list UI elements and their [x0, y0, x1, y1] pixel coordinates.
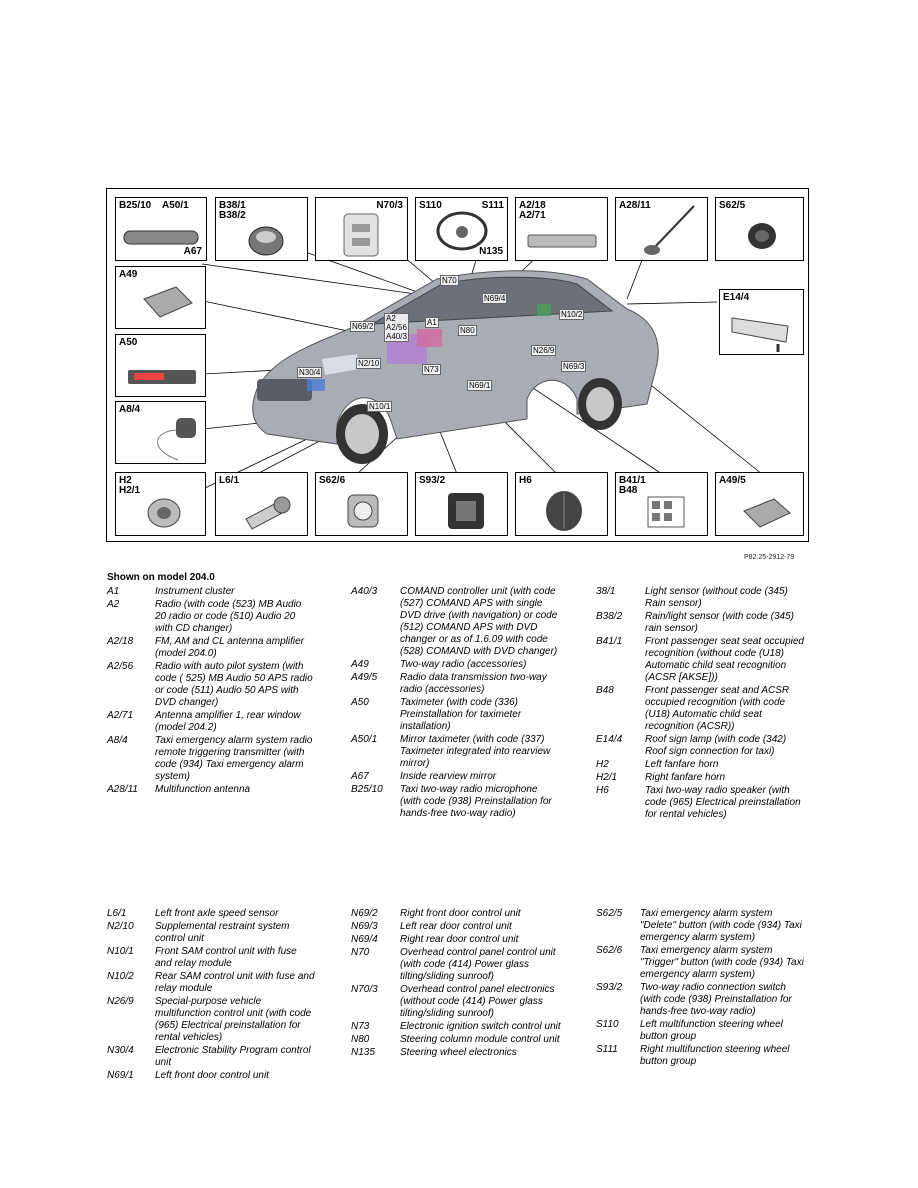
legend-entry [107, 661, 315, 709]
legend-entry [107, 908, 315, 920]
legend-code: A49 [351, 659, 369, 670]
legend-description: Front passenger seat seat occupied recognition (without code (U18) Automatic child seat recognition (ACSR [AKSE])) [645, 636, 804, 683]
taximeter-icon [126, 367, 200, 389]
legend-description: Front SAM control unit with fuse and relay module [155, 946, 297, 969]
legend-entry [351, 934, 563, 946]
box-a2-18 [515, 197, 608, 261]
legend-description: Left multifunction steering wheel button group [640, 1019, 783, 1042]
legend-code: H2 [596, 759, 609, 770]
radio-data-unit-icon [738, 489, 798, 533]
callout-n2-10: N2/10 [358, 359, 380, 368]
legend-description: FM, AM and CL antenna amplifier (model 204.0) [155, 636, 304, 659]
box-label: B41/1 B48 [619, 475, 646, 496]
legend-code: B41/1 [596, 636, 623, 647]
legend-code: A67 [351, 771, 369, 782]
legend-code: A50/1 [351, 734, 378, 745]
box-label: A8/4 [119, 404, 141, 415]
legend-code: A40/3 [351, 586, 378, 597]
legend-description: Radio with auto pilot system (with code ( 525) MB Audio 50 APS radio or code (511) Audio 50 APS with DVD changer) [155, 661, 313, 708]
box-label: A49/5 [719, 475, 746, 486]
box-a28-11 [615, 197, 708, 261]
box-label: A67 [183, 246, 202, 257]
legend-column-3 [596, 586, 808, 822]
legend-description: Light sensor (without code (345) Rain sensor) [645, 586, 788, 609]
box-b41-b48 [615, 472, 708, 536]
legend-code: N69/2 [351, 908, 378, 919]
legend-description: Electronic ignition switch control unit [400, 1021, 561, 1032]
legend-description: Left front axle speed sensor [155, 908, 279, 919]
legend-entry [596, 908, 808, 944]
box-label: H6 [519, 475, 532, 486]
antenna-icon [636, 202, 700, 258]
legend-entry [351, 672, 561, 696]
box-l6-1 [215, 472, 308, 536]
callout-n69-2: N69/2 [352, 322, 374, 331]
overhead-panel-icon [340, 212, 382, 258]
callout-n69-4: N69/4 [484, 294, 506, 303]
rearview-mirror-icon [122, 228, 202, 248]
box-h6 [515, 472, 608, 536]
legend-description: Overhead control panel electronics (without code (414) Power glass tilting/sliding sunroof) [400, 984, 555, 1019]
box-e14-4 [719, 289, 804, 355]
legend-entry [107, 921, 315, 945]
legend-description: Taxi two-way radio speaker (with code (965) Electrical preinstallation for rental vehicles) [645, 785, 801, 820]
legend-entry [107, 1045, 315, 1069]
legend-description: Steering wheel electronics [400, 1047, 517, 1058]
box-label: H2 H2/1 [119, 475, 141, 496]
box-s93-2 [415, 472, 508, 536]
callout-a1: A1 [427, 318, 437, 327]
legend-entry [351, 984, 563, 1020]
legend-description: Instrument cluster [155, 586, 235, 597]
legend-code: S62/5 [596, 908, 623, 919]
box-label: B25/10 A50/1 [119, 200, 189, 211]
roof-sign-icon [728, 308, 800, 352]
legend-entry [596, 734, 808, 758]
box-n70-3 [315, 197, 408, 261]
legend-entry [351, 734, 561, 770]
legend-code: N26/9 [107, 996, 134, 1007]
legend-code: N69/4 [351, 934, 378, 945]
figure-reference: P82.25-2912-79 [744, 554, 795, 561]
legend-entry [107, 636, 315, 660]
model-heading: Shown on model 204.0 [107, 572, 215, 583]
antenna-amplifier-icon [526, 230, 600, 252]
legend-code: B48 [596, 685, 614, 696]
box-s110-s111-n135 [415, 197, 508, 261]
legend-entry [107, 735, 315, 783]
box-a49-5 [715, 472, 804, 536]
legend-description: Radio data transmission two-way radio (accessories) [400, 672, 547, 695]
legend-code: N10/1 [107, 946, 134, 957]
legend-description: Front passenger seat and ACSR occupied recognition (with code (U18) Automatic child seat recognition (ACSR)) [645, 685, 790, 732]
legend-description: Left fanfare horn [645, 759, 719, 770]
legend-column-6 [596, 908, 808, 1069]
legend-entry [351, 586, 561, 658]
legend-code: N2/10 [107, 921, 134, 932]
legend-description: COMAND controller unit (with code (527) COMAND APS with single DVD drive (with navigation) or code (512) COMAND APS with DVD changer or as of 1.6.09 with code (528) COMAND with DVD changer) [400, 586, 558, 657]
legend-entry [351, 784, 561, 820]
box-label: L6/1 [219, 475, 240, 486]
legend-description: Right multifunction steering wheel button group [640, 1044, 790, 1067]
box-h2 [115, 472, 206, 536]
callout-n70: N70 [442, 276, 457, 285]
box-label: S93/2 [419, 475, 446, 486]
legend-description: Steering column module control unit [400, 1034, 560, 1045]
legend-description: Mirror taximeter (with code (337) Taximeter integrated into rearview mirror) [400, 734, 551, 769]
legend-entry [351, 659, 561, 671]
legend-code: S93/2 [596, 982, 623, 993]
box-label: S111 [481, 200, 504, 211]
legend-description: Taxi emergency alarm system radio remote triggering transmitter (with code (934) Taxi emergency alarm system) [155, 735, 313, 782]
box-label: S62/5 [719, 200, 746, 211]
callout-a2-a2-56-a40-3: A2 A2/56 A40/3 [386, 314, 407, 341]
box-b25-a50-a67 [115, 197, 207, 261]
two-way-radio-icon [138, 281, 198, 325]
legend-code: A2/18 [107, 636, 134, 647]
box-a49 [115, 266, 206, 329]
legend-description: Left front door control unit [155, 1070, 269, 1081]
legend-description: Electronic Stability Program control unit [155, 1045, 311, 1068]
legend-code: S110 [596, 1019, 619, 1030]
callout-n10-2: N10/2 [561, 310, 583, 319]
legend-entry [351, 1021, 563, 1033]
legend-code: N70/3 [351, 984, 378, 995]
legend-column-1 [107, 586, 315, 797]
legend-code: A2/56 [107, 661, 134, 672]
legend-code: S62/6 [596, 945, 623, 956]
callout-n80: N80 [460, 326, 475, 335]
legend-code: A2 [107, 599, 120, 610]
legend-description: Rain/light sensor (with code (345) rain sensor) [645, 611, 794, 634]
legend-description: Special-purpose vehicle multifunction control unit (with code (965) Electrical preinstallation for rental vehicles) [155, 996, 312, 1043]
legend-entry [596, 611, 808, 635]
speaker-icon [542, 487, 586, 533]
legend-description: Right fanfare horn [645, 772, 726, 783]
legend-code: H2/1 [596, 772, 618, 783]
delete-button-icon [742, 218, 782, 254]
box-s62-6 [315, 472, 408, 536]
box-label: N135 [479, 246, 503, 257]
legend-entry [351, 908, 563, 920]
legend-entry [596, 636, 808, 684]
box-label: E14/4 [723, 292, 750, 303]
callout-n73: N73 [424, 365, 439, 374]
legend-entry [107, 784, 315, 796]
legend-entry [351, 947, 563, 983]
legend-description: Taxi two-way radio microphone (with code (938) Preinstallation for hands-free two-way radio) [400, 784, 552, 819]
callout-n30-4: N30/4 [299, 368, 321, 377]
legend-code: 38/1 [596, 586, 616, 597]
legend-code: N69/3 [351, 921, 378, 932]
legend-entry [107, 971, 315, 995]
legend-description: Left rear door control unit [400, 921, 512, 932]
light-sensor-icon [246, 224, 286, 258]
horn-icon [144, 491, 184, 531]
box-label: A49 [119, 269, 138, 280]
legend-description: Two-way radio connection switch (with code (938) Preinstallation for hands-free two-way radio) [640, 982, 792, 1017]
legend-entry [107, 946, 315, 970]
legend-description: Radio (with code (523) MB Audio 20 radio or code (510) Audio 20 with CD changer) [155, 599, 302, 634]
steering-wheel-icon [434, 210, 490, 252]
box-label: A28/11 [619, 200, 651, 211]
trigger-button-icon [342, 489, 386, 533]
legend-entry [107, 996, 315, 1044]
legend-entry [596, 586, 808, 610]
legend-column-4 [107, 908, 315, 1083]
legend-code: A2/71 [107, 710, 134, 721]
legend-code: E14/4 [596, 734, 623, 745]
legend-code: A1 [107, 586, 120, 597]
legend-entry [351, 921, 563, 933]
legend-description: Taxi emergency alarm system "Trigger" button (with code (934) Taxi emergency alarm system) [640, 945, 804, 980]
speed-sensor-icon [240, 489, 296, 531]
legend-description: Taxi emergency alarm system "Delete" button (with code (934) Taxi emergency alarm system) [640, 908, 802, 943]
callout-n69-3: N69/3 [563, 362, 585, 371]
box-a50 [115, 334, 206, 397]
callout-n10-1: N10/1 [369, 402, 391, 411]
box-label: S110 [419, 200, 442, 211]
legend-code: L6/1 [107, 908, 127, 919]
box-a8-4 [115, 401, 206, 464]
legend-code: S111 [596, 1044, 618, 1055]
legend-description: Inside rearview mirror [400, 771, 497, 782]
radio-connection-switch-icon [444, 489, 488, 533]
legend-entry [596, 759, 808, 771]
callout-n69-1: N69/1 [469, 381, 491, 390]
legend-description: Roof sign lamp (with code (342) Roof sign connection for taxi) [645, 734, 787, 757]
legend-entry [596, 982, 808, 1018]
legend-description: Right front door control unit [400, 908, 521, 919]
legend-entry [596, 772, 808, 784]
legend-code: A49/5 [351, 672, 378, 683]
legend-entry [596, 945, 808, 981]
component-location-diagram [106, 188, 809, 542]
box-b38 [215, 197, 308, 261]
legend-description: Two-way radio (accessories) [400, 659, 527, 670]
legend-entry [596, 1044, 808, 1068]
legend-code: H6 [596, 785, 609, 796]
legend-entry [351, 697, 561, 733]
box-label: S62/6 [319, 475, 346, 486]
legend-code: N10/2 [107, 971, 134, 982]
legend-description: Overhead control panel control unit (with code (414) Power glass tilting/sliding sunroof) [400, 947, 556, 982]
box-label: A50 [119, 337, 138, 348]
legend-entry [351, 771, 561, 783]
legend-code: A28/11 [107, 784, 138, 795]
callout-n26-9: N26/9 [533, 346, 555, 355]
legend-description: Taximeter (with code (336) Preinstallation for taximeter installation) [400, 697, 522, 732]
legend-column-2 [351, 586, 561, 821]
legend-description: Multifunction antenna [155, 784, 251, 795]
legend-entry [351, 1034, 563, 1046]
box-label: A2/18 A2/71 [519, 200, 546, 221]
box-label: B38/1 B38/2 [219, 200, 246, 221]
legend-description: Rear SAM control unit with fuse and relay module [155, 971, 315, 994]
legend-code: N80 [351, 1034, 370, 1045]
seat-occupancy-mat-icon [644, 493, 688, 531]
legend-code: B38/2 [596, 611, 623, 622]
legend-code: A8/4 [107, 735, 128, 746]
legend-description: Right rear door control unit [400, 934, 519, 945]
box-s62-5 [715, 197, 804, 261]
legend-entry [107, 599, 315, 635]
legend-code: N69/1 [107, 1070, 134, 1081]
legend-entry [596, 1019, 808, 1043]
legend-code: N135 [351, 1047, 375, 1058]
legend-code: B25/10 [351, 784, 383, 795]
legend-entry [351, 1047, 563, 1059]
legend-code: N30/4 [107, 1045, 134, 1056]
legend-entry [107, 1070, 315, 1082]
legend-entry [596, 685, 808, 733]
legend-code: N73 [351, 1021, 370, 1032]
legend-entry [107, 586, 315, 598]
legend-code: A50 [351, 697, 369, 708]
legend-description: Supplemental restraint system control unit [155, 921, 290, 944]
box-label: N70/3 [376, 200, 403, 211]
remote-transmitter-icon [142, 414, 202, 464]
legend-column-5 [351, 908, 563, 1060]
legend-description: Antenna amplifier 1, rear window (model 204.2) [155, 710, 301, 733]
legend-entry [596, 785, 808, 821]
legend-entry [107, 710, 315, 734]
legend-code: N70 [351, 947, 370, 958]
